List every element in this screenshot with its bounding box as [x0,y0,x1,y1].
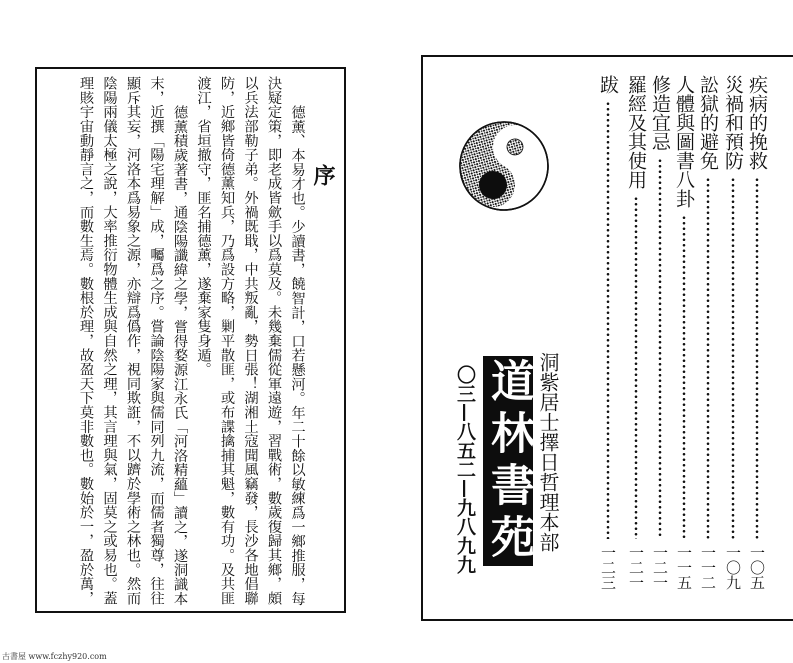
toc-entry [745,75,769,590]
toc-entry-title: 訟獄的避免 [697,75,719,170]
leader-dots [658,158,662,539]
leader-dots [634,196,638,539]
preface-column: 決疑定策，即老成皆歛手以爲莫及。未幾棄儒從軍遠遊，習戰術，數歲復歸其鄉，頗 [266,76,282,606]
leader-dots [731,177,735,539]
toc-entry [721,75,745,590]
preface-title: 序 [310,164,336,186]
toc-entry [624,75,648,590]
toc-entry-page: 一一五 [675,545,693,590]
toc-entry-title: 疾病的挽救 [746,75,768,170]
toc-entry [696,75,720,590]
preface-column: 防，近鄉皆倚德薰知兵，乃爲設方略，剿平散匪，或布諜擒捕其魁，數有功。及共匪 [219,76,235,606]
toc-entry-page: 一二一 [627,545,645,590]
toc-entry-page: 一〇九 [724,545,742,590]
toc-entry [596,75,620,590]
toc-entry-title: 跋 [597,75,619,94]
leader-dots [606,101,610,539]
leader-dots [706,177,710,539]
toc-entry-page: 一二三 [599,545,617,590]
leader-dots [682,215,686,539]
publisher-phone: 〇三—八五二—九八九九 [454,365,476,574]
preface-column: 顯斥其妄，河洛本爲易象之源，亦辯爲僞作，視同欺誑，不以躋於學術之林也。然而 [125,76,141,606]
publisher-department: 洞紫居士擇日哲理本部 [536,352,560,552]
preface-column: 末，近撰「陽宅理解」成，囑爲之序。嘗論陰陽家與儒同列九流，而儒者獨尊，往往 [148,76,165,606]
preface-column: 理賅宇宙動靜言之，而數生焉。數根於理，故盈天下莫非數也。數始於一，盈於萬， [78,76,94,606]
toc-entry-page: 一〇五 [748,545,766,590]
publisher-name: 道林書苑 [483,358,534,566]
preface-column: 以兵法部勒子弟。外禍既戢，中共叛亂，勢日張！湖湘土寇聞風竊發，長沙各地倡聯 [242,76,259,606]
toc-entry-title: 修造宜忌 [649,75,671,151]
toc-entry-page: 一二一 [651,545,669,590]
toc-entry-title: 人體與圖書八卦 [673,75,695,208]
yin-yang-icon [458,120,550,212]
toc-entry-title: 羅經及其使用 [625,75,647,189]
preface-column: 陰陽兩儀太極之說，大率推衍物體生成與自然之理，其言理與氣，固莫之或易也。蓋 [101,76,118,606]
preface-column: 德薰、本易才也。少讀書，饒智計，口若懸河。年二十餘以敏練爲一鄉推服，每 [289,104,306,606]
leader-dots [755,177,759,539]
toc-entry [672,75,696,590]
preface-column: 德薰積歲著書，通陰陽讖緯之學，嘗得婺源江永氏「河洛精蘊」讀之，遂洞識本 [172,104,188,606]
toc-entry-title: 災禍和預防 [722,75,744,170]
site-watermark: 古書屋 www.fczhy920.com [2,652,107,661]
preface-column: 渡江，省垣撤守，匪名捕德薰，遂棄家隻身遁。 [195,76,212,377]
toc-entry [648,75,672,590]
toc-entry-page: 一一二 [699,545,717,590]
